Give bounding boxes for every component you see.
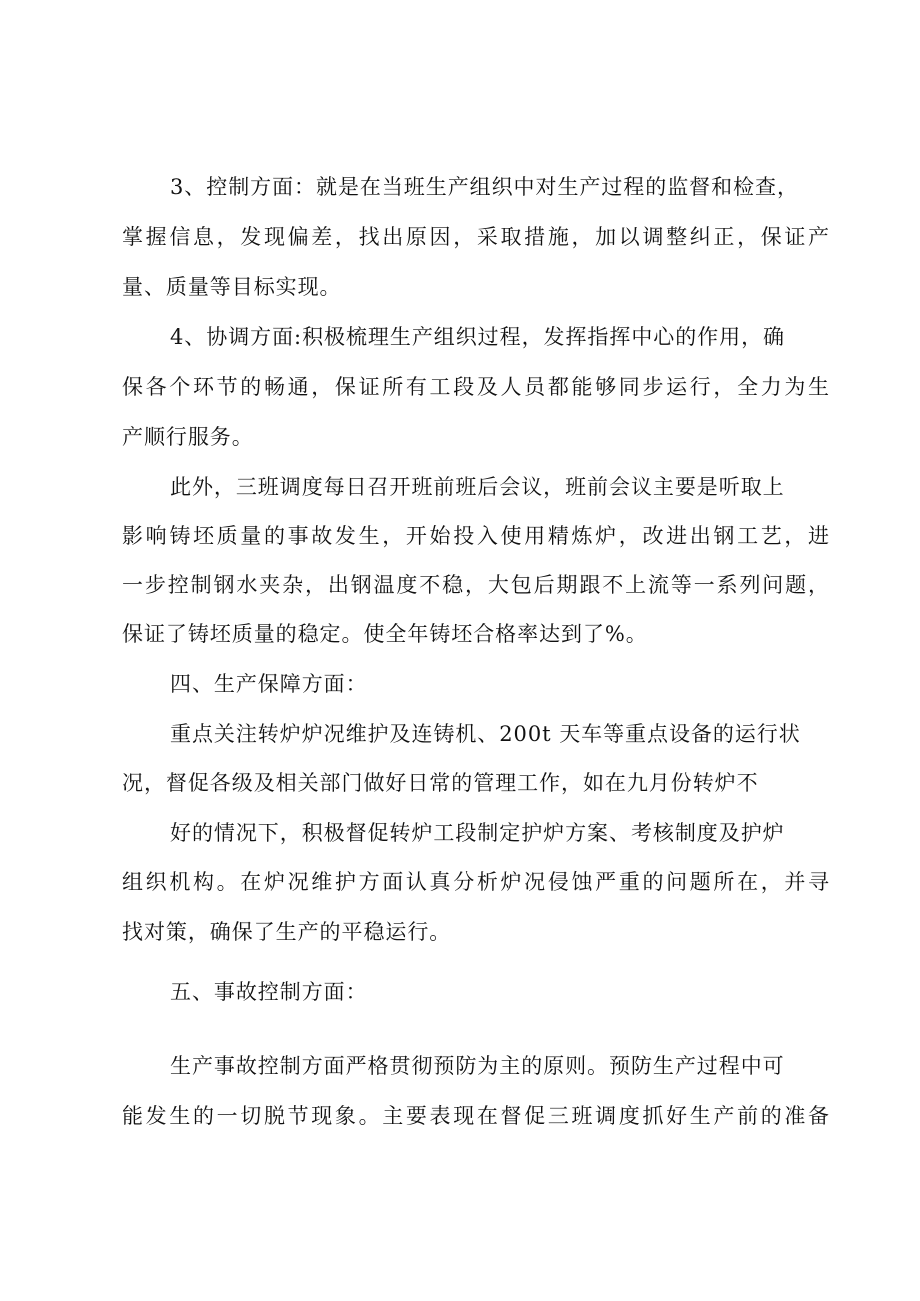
text-line: 组织机构。在炉况维护方面认真分析炉况侵蚀严重的问题所在，并寻: [122, 870, 830, 894]
text-line: 好的情况下，积极督促转炉工段制定护炉方案、考核制度及护炉: [170, 821, 785, 845]
text-line: 保各个环节的畅通，保证所有工段及人员都能够同步运行，全力为生: [122, 375, 830, 399]
text-line: 重点关注转炉炉况维护及连铸机、200t 天车等重点设备的运行状: [170, 722, 801, 746]
text-line: 产顺行服务。: [122, 425, 254, 449]
text-line: 量、质量等目标实现。: [122, 275, 342, 299]
text-line: 一步控制钢水夹杂，出钢温度不稳，大包后期跟不上流等一系列问题，: [122, 573, 830, 597]
text-line: 3、控制方面：就是在当班生产组织中对生产过程的监督和检查，: [170, 175, 799, 199]
text-line: 掌握信息，发现偏差，找出原因，采取措施，加以调整纠正，保证产: [122, 225, 830, 249]
text-line: 况，督促各级及相关部门做好日常的管理工作，如在九月份转炉不: [122, 771, 759, 795]
text-line: 4、协调方面:积极梳理生产组织过程，发挥指挥中心的作用，确: [170, 325, 785, 349]
section-heading: 四、生产保障方面：: [170, 672, 368, 696]
section-heading: 五、事故控制方面：: [170, 980, 368, 1004]
text-line: 保证了铸坯质量的稳定。使全年铸坯合格率达到了%。: [122, 622, 648, 646]
text-line: 此外，三班调度每日召开班前班后会议，班前会议主要是听取上: [170, 475, 785, 499]
text-line: 影响铸坯质量的事故发生，开始投入使用精炼炉，改进出钢工艺，进: [122, 524, 830, 548]
text-line: 生产事故控制方面严格贯彻预防为主的原则。预防生产过程中可: [170, 1054, 785, 1078]
text-line: 能发生的一切脱节现象。主要表现在督促三班调度抓好生产前的准备: [122, 1104, 830, 1128]
text-line: 找对策，确保了生产的平稳运行。: [122, 920, 452, 944]
